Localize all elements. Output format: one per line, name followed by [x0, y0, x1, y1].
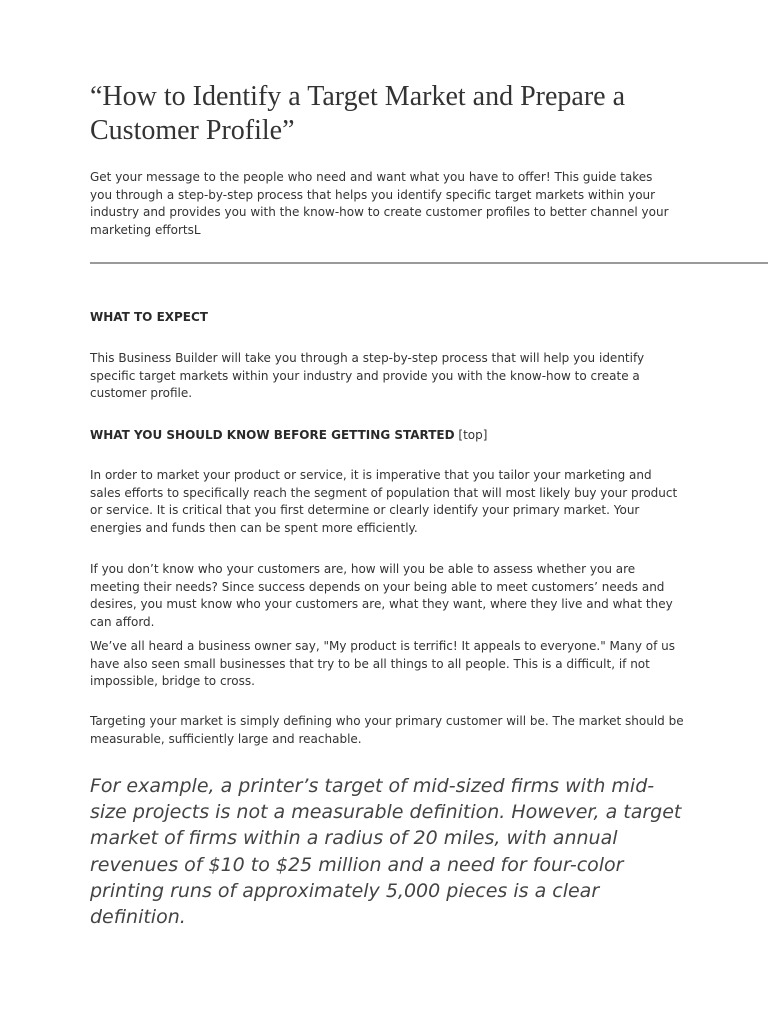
body-paragraph: In order to market your product or service, it is imperative that you tailor your marketing and sales efforts to specifically reach the segment of population that will most likely buy your product or service. It is critical that you first determine or clearly identify your primary market. Your energies and funds then can be spent more efficiently. [90, 468, 678, 535]
section-divider [90, 262, 768, 264]
document-title: “How to Identify a Target Market and Prepare a Customer Profile” [90, 81, 626, 146]
top-link[interactable]: [top] [458, 428, 488, 442]
example-callout: For example, a printer’s target of mid-sized firms with mid-size projects is not a measurable definition. However, a target market of firms within a radius of 20 miles, with annual revenues of $10 to $25 million and a need for four-color printing runs of approximately 5,000 pieces is a clear definition. [90, 775, 682, 929]
what-to-expect-heading-text: WHAT TO EXPECT [90, 310, 208, 324]
what-to-expect-paragraph: This Business Builder will take you through a step-by-step process that will help you identify specific target markets within your industry and provide you with the know-how to create a customer profile. [90, 351, 645, 400]
body-paragraph: If you don’t know who your customers are, how will you be able to assess whether you are meeting their needs? Since success depends on your being able to meet customers’ needs and desires, you must know who your customers are, what they want, where they live and what they can afford. [90, 562, 673, 629]
what-to-expect-heading [90, 309, 208, 327]
before-getting-started-heading [90, 427, 487, 445]
body-paragraph: Targeting your market is simply defining who your primary customer will be. The market should be measurable, sufficiently large and reachable. [90, 714, 684, 746]
body-paragraph: We’ve all heard a business owner say, "My product is terrific! It appeals to everyone." Many of us have also seen small businesses that try to be all things to all people. This is a difficult, if not impossible, bridge to cross. [90, 639, 676, 688]
intro-paragraph: Get your message to the people who need and want what you have to offer! This guide takes you through a step-by-step process that helps you identify specific target markets within your industry and provides you with the know-how to create customer profiles to better channel your marketing effortsL [90, 170, 669, 237]
before-getting-started-heading-text: WHAT YOU SHOULD KNOW BEFORE GETTING STARTED [90, 428, 455, 442]
